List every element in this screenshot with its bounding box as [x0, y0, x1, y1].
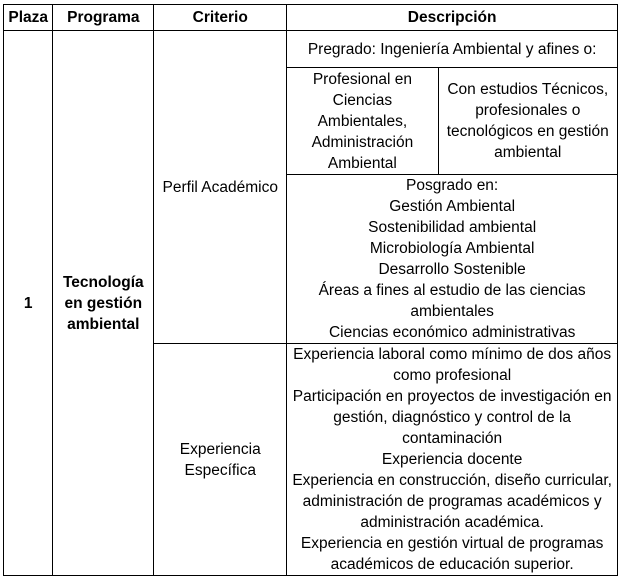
list-item: Gestión Ambiental: [389, 198, 516, 215]
list-item: Participación en proyectos de investigación en gestión, diagnóstico y control de la contaminación: [292, 388, 612, 447]
plaza-cell: 1: [4, 31, 53, 576]
pregrado-option-cell: Con estudios Técnicos, profesionales o tecnológicos en gestión ambiental: [438, 68, 618, 175]
requirements-table: [3, 4, 618, 576]
header-programa: Programa: [53, 5, 154, 31]
header-plaza: Plaza: [4, 5, 53, 31]
table-row: [4, 31, 618, 68]
programa-cell: Tecnología en gestión ambiental: [53, 31, 154, 576]
list-item: Desarrollo Sostenible: [378, 261, 526, 278]
list-item: Microbiología Ambiental: [369, 240, 535, 257]
list-item: Ciencias económico administrativas: [328, 324, 576, 341]
pregrado-option-cell: Profesional en Ciencias Ambientales, Administración Ambiental: [287, 68, 438, 175]
list-item: Experiencia en construcción, diseño curricular, administración de programas académicos y administración académica.: [292, 472, 612, 531]
list-item: Áreas a fines al estudio de las ciencias ambientales: [318, 282, 586, 320]
criterio-perfil-cell: Perfil Académico: [154, 31, 287, 344]
header-criterio: Criterio: [154, 5, 287, 31]
experiencia-cell: [287, 344, 618, 576]
header-row: [4, 5, 618, 31]
posgrado-title: Posgrado en:: [406, 177, 499, 194]
posgrado-cell: [287, 175, 618, 344]
header-descripcion: Descripción: [287, 5, 618, 31]
list-item: Experiencia laboral como mínimo de dos años como profesional: [293, 346, 612, 384]
list-item: Experiencia docente: [381, 451, 523, 468]
criterio-experiencia-cell: Experiencia Específica: [154, 344, 287, 576]
list-item: Experiencia en gestión virtual de programas académicos de educación superior.: [300, 535, 604, 573]
pregrado-title-cell: Pregrado: Ingeniería Ambiental y afines o:: [287, 31, 618, 68]
list-item: Sostenibilidad ambiental: [368, 219, 537, 236]
